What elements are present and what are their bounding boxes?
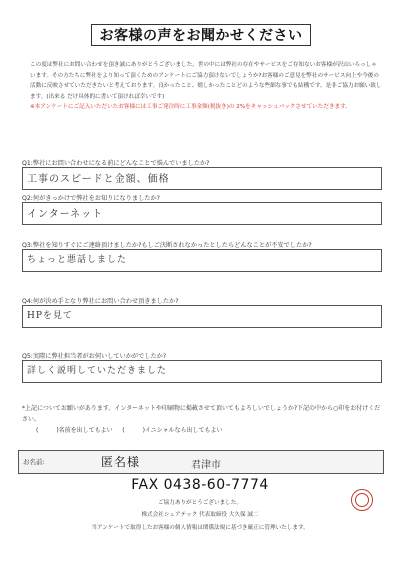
question-3-label: Q3:弊社を知りすぐにご連絡頂けましたか?もしご決断されなかったとしたらどんなことが不安でしたか? [22, 242, 312, 249]
company-seal-icon [351, 489, 373, 511]
customer-name-value: 匿名様 [101, 455, 141, 469]
consent-option-initial[interactable]: )イニシャルなら出してもよい [142, 427, 223, 434]
question-4-label: Q4:何が決め手となり弊社にお問い合わせ頂きましたか? [22, 298, 179, 305]
question-1-answer: 工事のスピードと金額、価格 [27, 174, 170, 185]
intro-paragraph: この度は弊社にお問い合わせを頂き誠にありがとうございました。世の中には弊社の存在やサービスをご存知ないお客様が沢山いらっしゃいます。その方たちに弊社をより知って頂くためのアンケートにご協力頂けないでしょうか?お客様のご意見を弊社のサービス向上や今後の活動に反映させていただきたいと考えております。良かったこと、嬉しかったことどのような些細な事でも結構です。是非ご協力お願い致します。(出来る だけ具体的に書いて頂ければ幸いです) [30, 62, 382, 100]
question-5-answer-box[interactable] [22, 360, 382, 383]
consent-option-initial-paren[interactable]: ( [122, 427, 125, 434]
question-1-label: Q1:弊社にお問い合わせになる前にどんなことで悩んでいましたか? [22, 160, 210, 167]
customer-city-value: 君津市 [191, 460, 221, 471]
cashback-note: ※本アンケートにご記入いただいたお客様には工事ご発注時に工事金額(税抜き)の 2%をキャッシュバックさせていただきます。 [30, 104, 351, 110]
consent-request: *上記についてお願いがあります。インターネットや印刷物に掲載させて頂いてもよろしいでしょうか?下記の中から○印をお付けください。 [22, 405, 381, 423]
footer-company: 株式会社シェアテック 代表取締役 大久保 誠二 [141, 512, 259, 518]
footer-thanks: ご協力ありがとうございました。 [158, 500, 242, 506]
intro-text [30, 60, 382, 113]
question-4-answer-box[interactable] [22, 305, 382, 328]
question-3-answer: ちょっと悪話しました [27, 255, 128, 265]
question-3-answer-box[interactable] [22, 249, 382, 272]
question-1-answer-box[interactable] [22, 167, 382, 190]
question-2-answer: インターネット [27, 209, 104, 220]
question-5-answer: 詳しく説明していただきました [27, 366, 168, 376]
question-4-answer: HPを見て [27, 311, 73, 321]
seal-inner-ring [355, 493, 369, 507]
question-5-label: Q5:実際に弊社担当者がお伺いしていかがでしたか? [22, 353, 167, 360]
question-2-label: Q2:何がきっかけで弊社をお知りになりましたか? [22, 195, 160, 202]
question-2-answer-box[interactable] [22, 202, 382, 225]
customer-name-label: お名前: [23, 458, 45, 466]
publication-consent [22, 403, 382, 436]
consent-option-name-paren[interactable]: ( [36, 427, 39, 434]
page-title: お客様の声をお聞かせください [91, 24, 311, 46]
consent-option-name[interactable]: )名前を出してもよい [56, 427, 113, 434]
customer-name-row[interactable] [18, 450, 384, 474]
footer-privacy: 当アンケートで取得したお客様の個人情報は関係法規に基づき厳正に管理いたします。 [91, 525, 309, 531]
fax-number: FAX 0438-60-7774 [131, 477, 269, 493]
